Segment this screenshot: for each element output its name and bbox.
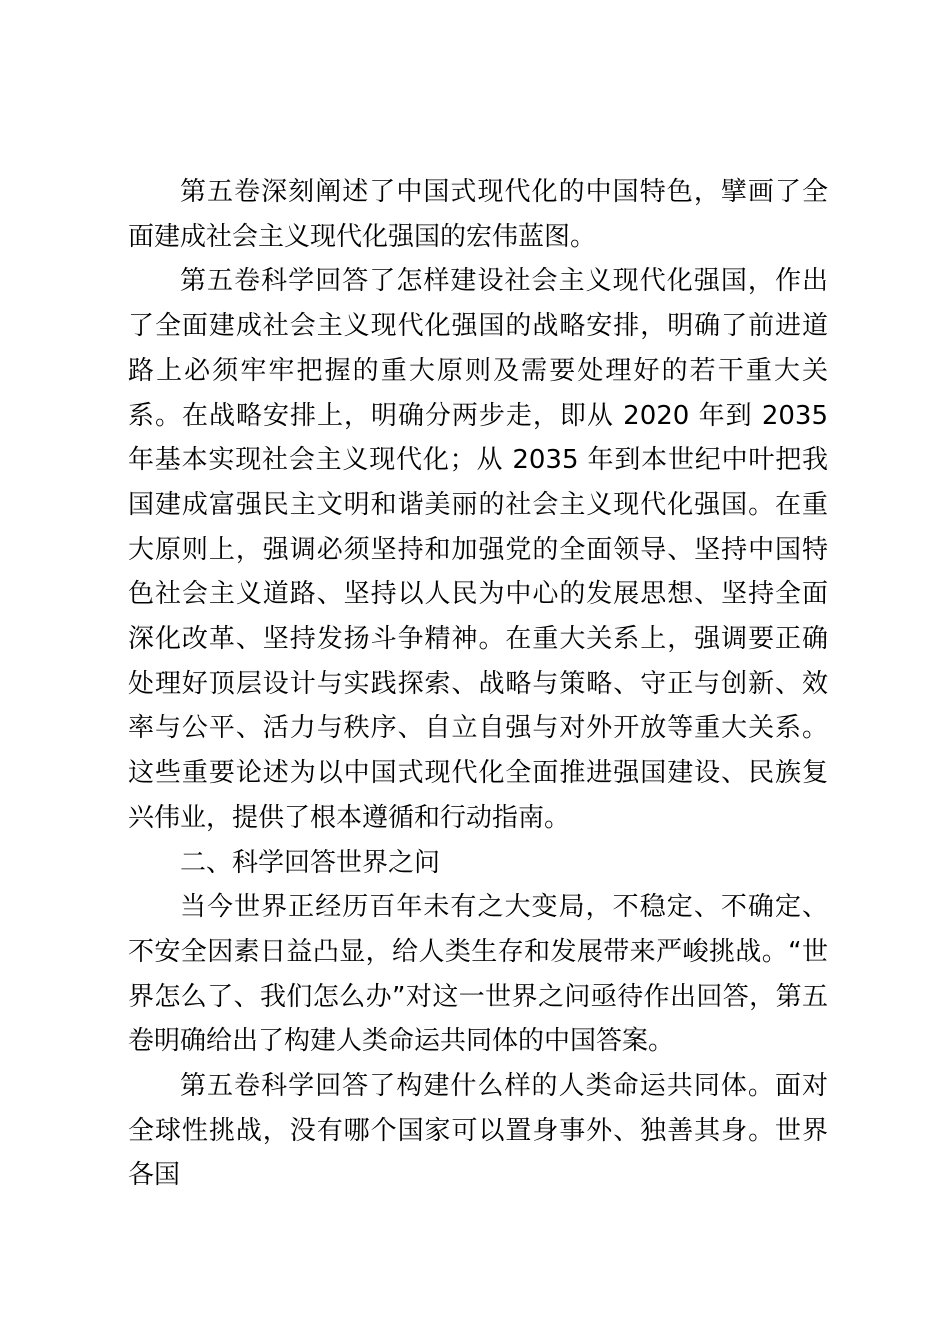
section-heading: 二、科学回答世界之问 — [180, 847, 441, 878]
paragraph-4: 第五卷科学回答了构建什么样的人类命运共同体。面对全球性挑战，没有哪个国家可以置身事外、独善其身。世界各国 — [128, 1071, 828, 1191]
paragraph-1: 第五卷深刻阐述了中国式现代化的中国特色，擘画了全面建成社会主义现代化强国的宏伟蓝图。 — [128, 177, 828, 252]
paragraph-2: 第五卷科学回答了怎样建设社会主义现代化强国，作出了全面建成社会主义现代化强国的战略安排，明确了前进道路上必须牢牢把握的重大原则及需要处理好的若干重大关系。在战略安排上，明确分两步走，即从 2020 年到 2035 年基本实现社会主义现代化；从 2035 年到本世纪中叶把我国建成富强民主文明和谐美丽的社会主义现代化强国。在重大原则上，强调必须坚持和加强党的全面领导、坚持中国特色社会主义道路、坚持以人民为中心的发展思想、坚持全面深化改革、坚持发扬斗争精神。在重大关系上，强调要正确处理好顶层设计与实践探索、战略与策略、守正与创新、效率与公平、活力与秩序、自立自强与对外开放等重大关系。这些重要论述为以中国式现代化全面推进强国建设、民族复兴伟业，提供了根本遵循和行动指南。 — [128, 266, 828, 833]
document-body — [128, 170, 828, 1198]
paragraph-3: 当今世界正经历百年未有之大变局，不稳定、不确定、不安全因素日益凸显，给人类生存和发展带来严峻挑战。“世界怎么了、我们怎么办”对这一世界之问亟待作出回答，第五卷明确给出了构建人类命运共同体的中国答案。 — [128, 892, 828, 1057]
